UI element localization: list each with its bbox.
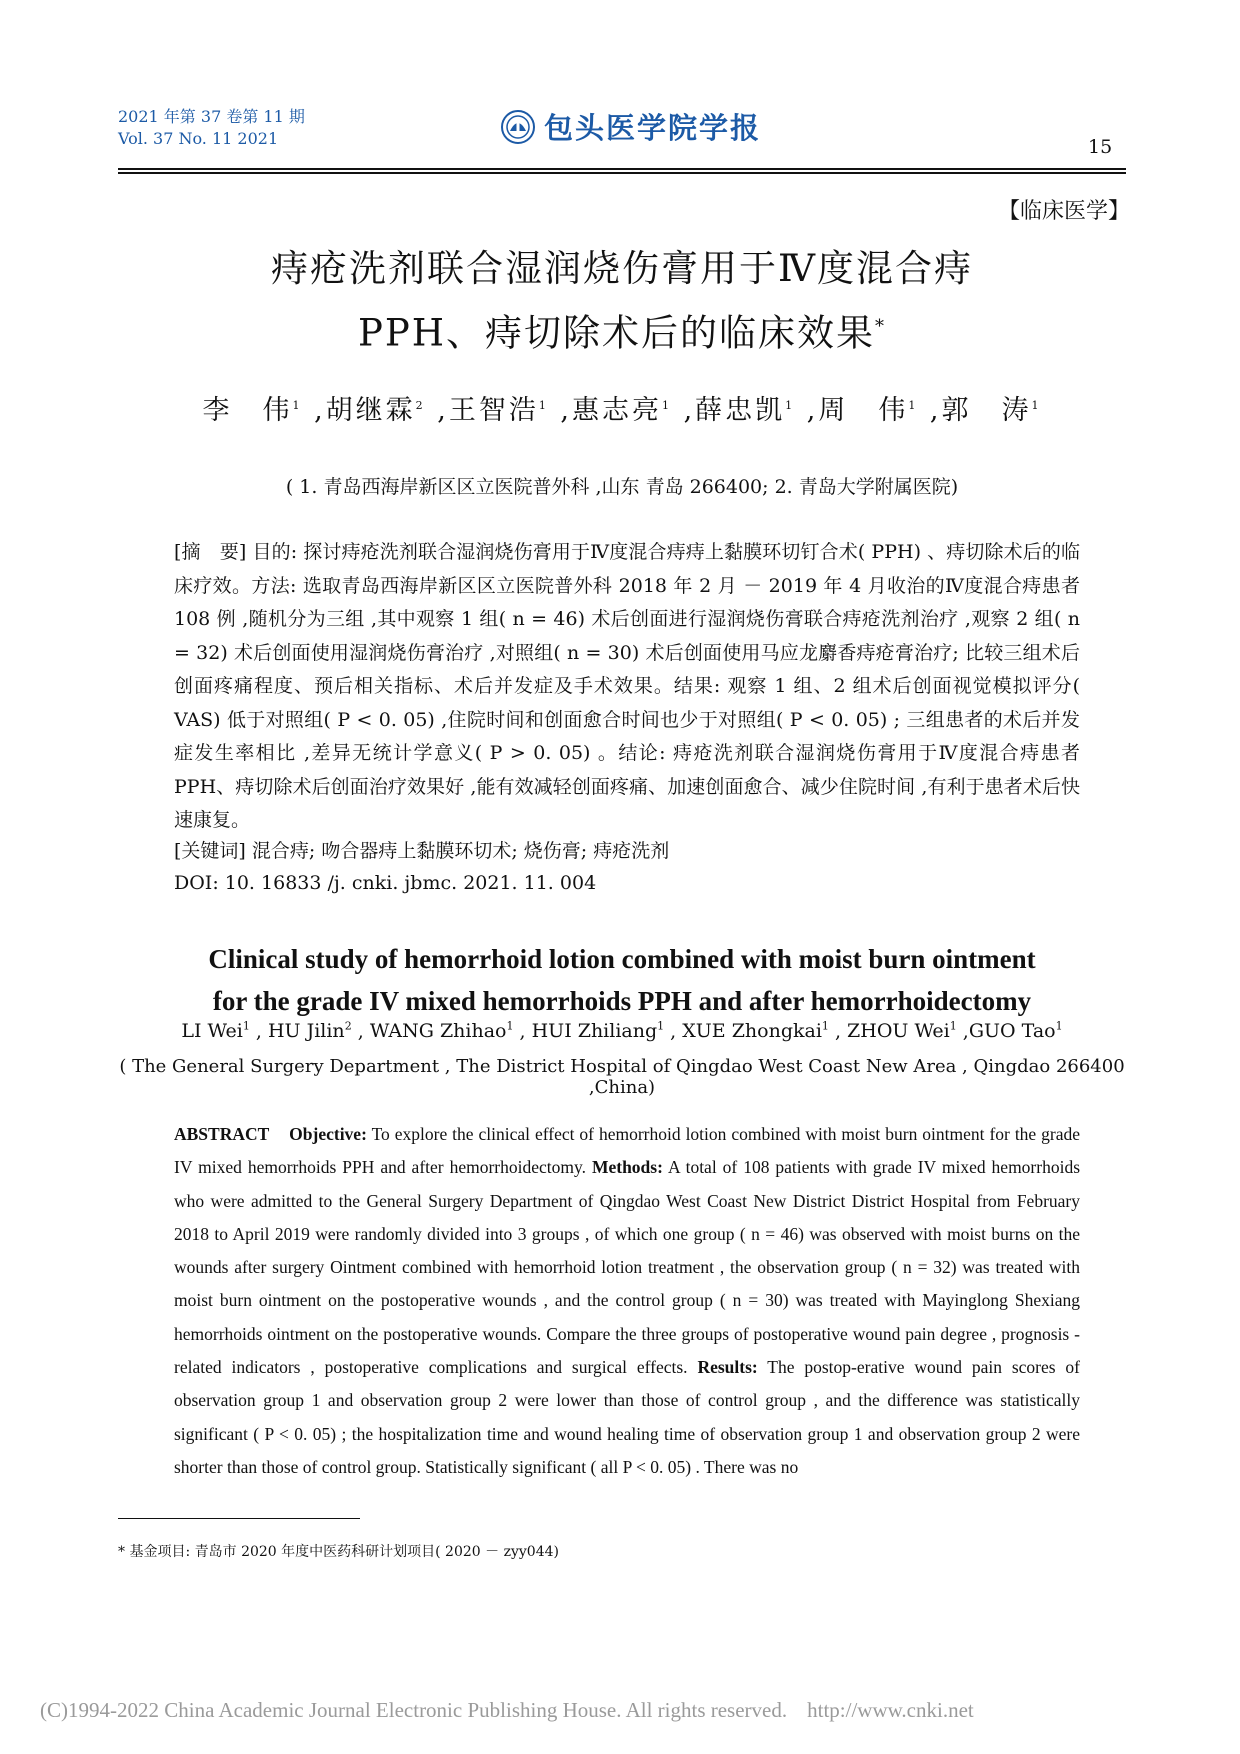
- affiliation-en: ( The General Surgery Department , The District Hospital of Qingdao West Coast New Area , Qingdao 266400 ,China): [119, 1056, 1125, 1098]
- author-en: ZHOU Wei$^1$: [847, 1020, 957, 1043]
- author-en: WANG Zhihao$^1$: [369, 1020, 514, 1043]
- authors-en: LI Wei$^1$ , HU Jilin$^2$ , WANG Zhihao$^1$ , HUI Zhiliang$^1$ , XUE Zhongkai$^1$ , ZHOU Wei$^1$ ,GUO Tao$^1$: [181, 1020, 1063, 1043]
- author-en: LI Wei$^1$: [181, 1020, 250, 1043]
- cnki-link[interactable]: http://www.cnki.net: [807, 1698, 974, 1722]
- author-cn: 薛忠凯$^1$: [695, 395, 796, 426]
- doi[interactable]: DOI: 10. 16833 /j. cnki. jbmc. 2021. 11. 004: [174, 872, 597, 894]
- footnote-rule: [118, 1518, 360, 1519]
- journal-logo: [500, 106, 761, 147]
- journal-issue-info: [118, 106, 305, 150]
- issue-cn: 2021 年第 37 卷第 11 期: [118, 107, 305, 126]
- title-en-line1: Clinical study of hemorrhoid lotion combined with moist burn ointment: [208, 944, 1036, 974]
- section-label: 【临床医学】: [997, 199, 1130, 224]
- results-text: The postop-erative wound pain scores of observation group 1 and observation group 2 were lower than those of control group , and the difference was statistically significant ( P < 0. 05) ; the hospitalization time and wound healing time of observation group 1 and observation group 2 were shorter than those of control group. Statistically significant ( all P < 0. 05) . There was no: [174, 1357, 1081, 1477]
- abstract-en-label: ABSTRACT: [174, 1124, 270, 1144]
- title-cn: [118, 240, 1126, 362]
- methods-label: Methods:: [591, 1157, 663, 1178]
- page-number: 15: [1088, 136, 1113, 158]
- title-cn-line1: 痔疮洗剂联合湿润烧伤膏用于Ⅳ度混合痔: [271, 247, 973, 290]
- header-rule: [118, 168, 1126, 174]
- keywords-cn-label: [关键词]: [174, 840, 246, 862]
- abstract-cn: [174, 536, 1080, 838]
- author-en: HUI Zhiliang$^1$: [531, 1020, 665, 1043]
- copyright-text: (C)1994-2022 China Academic Journal Electronic Publishing House. All rights reserved.: [40, 1698, 788, 1722]
- journal-name: 包头医学院学报: [544, 111, 762, 145]
- title-en-line2: for the grade IV mixed hemorrhoids PPH and after hemorrhoidectomy: [212, 986, 1032, 1016]
- abstract-en: [174, 1118, 1080, 1484]
- keywords-cn: [174, 836, 1080, 863]
- author-cn: 周 伟$^1$: [818, 395, 919, 426]
- author-cn: 胡继霖$^2$: [325, 395, 426, 426]
- title-cn-line2: PPH、痔切除术后的临床效果: [357, 311, 876, 355]
- methods-text: A total of 108 patients with grade IV mixed hemorrhoids who were admitted to the General Surgery Department of Qingdao West Coast New District District Hospital from February 2018 to April 2019 were randomly divided into 3 groups , of which one group ( n = 46) was observed with moist burns on the wounds after surgery Ointment combined with hemorrhoid lotion treatment , the observation group ( n = 32) was treated with moist burn ointment on the postoperative wounds , and the control group ( n = 30) was treated with Mayinglong Shexiang hemorrhoids ointment on the postoperative wounds. Compare the three groups of postoperative wound pain degree , prognosis - related indicators , postoperative complications and surgical effects.: [174, 1157, 1081, 1378]
- keywords-cn-text: 混合痔; 吻合器痔上黏膜环切术; 烧伤膏; 痔疮洗剂: [251, 840, 670, 862]
- objective-text: To explore the clinical effect of hemorrhoid lotion combined with moist burn ointment for the grade IV mixed hemorrhoids PPH and after hemorrhoidectomy.: [174, 1124, 1081, 1178]
- author-cn: 郭 涛$^1$: [941, 395, 1042, 426]
- footnote-funding: * 基金项目: 青岛市 2020 年度中医药科研计划项目( 2020 － zyy044): [118, 1544, 559, 1560]
- authors-cn: 李 伟$^1$ ,胡继霖$^2$ ,王智浩$^1$ ,惠志亮$^1$ ,薛忠凯$^1$ ,周 伟$^1$ ,郭 涛$^1$: [202, 395, 1042, 426]
- objective-label: Objective:: [289, 1124, 367, 1144]
- author-cn: 惠志亮$^1$: [572, 395, 672, 426]
- author-en: HU Jilin$^2$: [267, 1020, 352, 1043]
- journal-emblem-icon: [500, 109, 536, 145]
- author-en: GUO Tao$^1$: [968, 1020, 1063, 1043]
- copyright-notice: [40, 1698, 974, 1723]
- abstract-cn-label: [摘 要]: [174, 541, 247, 563]
- title-en: [118, 938, 1126, 1022]
- affiliation-cn: ( 1. 青岛西海岸新区区立医院普外科 ,山东 青岛 266400; 2. 青岛大学附属医院): [285, 476, 959, 498]
- author-cn: 王智浩$^1$: [448, 395, 549, 426]
- author-en: XUE Zhongkai$^1$: [682, 1020, 829, 1043]
- abstract-cn-text: 目的: 探讨痔疮洗剂联合湿润烧伤膏用于Ⅳ度混合痔痔上黏膜环切钉合术( PPH) 、痔切除术后的临床疗效。方法: 选取青岛西海岸新区区立医院普外科 2018 年 2 月 － 2019 年 4 月收治的Ⅳ度混合痔患者 108 例 ,随机分为三组 ,其中观察 1 组( n = 46) 术后创面进行湿润烧伤膏联合痔疮洗剂治疗 ,观察 2 组( n = 32) 术后创面使用湿润烧伤膏治疗 ,对照组( n = 30) 术后创面使用马应龙麝香痔疮膏治疗; 比较三组术后创面疼痛程度、预后相关指标、术后并发症及手术效果。结果: 观察 1 组、2 组术后创面视觉模拟评分( VAS) 低于对照组( P < 0. 05) ,住院时间和创面愈合时间也少于对照组( P < 0. 05) ; 三组患者的术后并发症发生率相比 ,差异无统计学意义( P > 0. 05) 。结论: 痔疮洗剂联合湿润烧伤膏用于Ⅳ度混合痔患者 PPH、痔切除术后创面治疗效果好 ,能有效减轻创面疼痛、加速创面愈合、减少住院时间 ,有利于患者术后快速康复。: [174, 541, 1081, 831]
- title-fund-mark: *: [875, 316, 887, 337]
- results-label: Results:: [697, 1357, 758, 1378]
- title-cn-line2-wrap: [118, 298, 1126, 362]
- author-cn: 李 伟$^1$: [202, 395, 303, 426]
- issue-en: Vol. 37 No. 11 2021: [118, 129, 279, 148]
